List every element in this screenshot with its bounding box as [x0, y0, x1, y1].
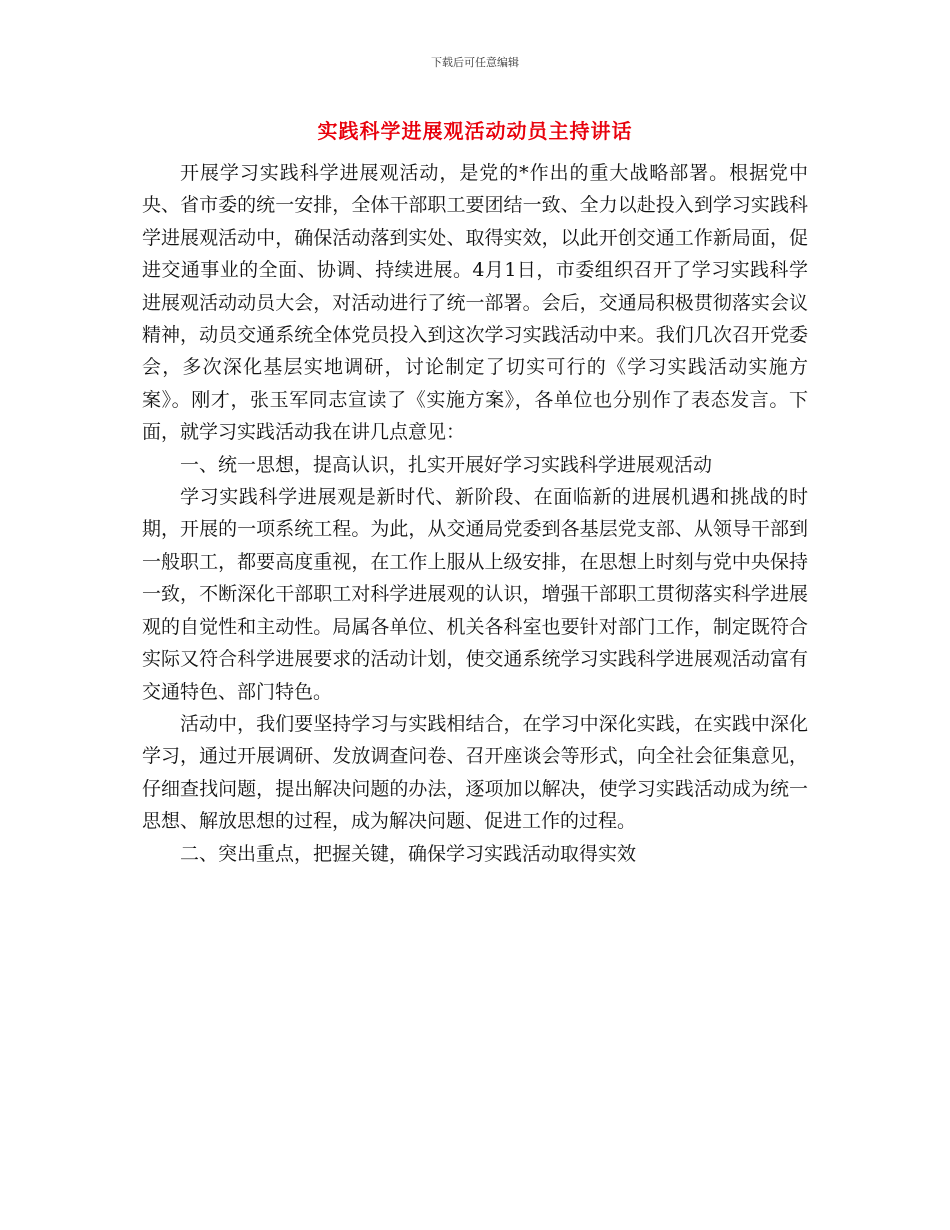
section-heading-1: 一、统一思想，提高认识，扎实开展好学习实践科学进展观活动	[180, 453, 713, 476]
paragraph-intro: 开展学习实践科学进展观活动，是党的*作出的重大战略部署。根据党中央、省市委的统一安排，全体干部职工要团结一致、全力以赴投入到学习实践科学进展观活动中，确保活动落到实处、取得实效，以此开创交通工作新局面，促进交通事业的全面、协调、持续进展。4月1日，市委组织召开了学习实践科学进展观活动动员大会，对活动进行了统一部署。会后，交通局积极贯彻落实会议精神，动员交通系统全体党员投入到这次学习实践活动中来。我们几次召开党委会，多次深化基层实地调研，讨论制定了切实可行的《学习实践活动实施方案》。刚才，张玉军同志宣读了《实施方案》，各单位也分别作了表态发言。下面，就学习实践活动我在讲几点意见：	[142, 162, 808, 444]
paragraph-section-1b: 活动中，我们要坚持学习与实践相结合，在学习中深化实践，在实践中深化学习，通过开展调研、发放调查问卷、召开座谈会等形式，向全社会征集意见，仔细查找问题，提出解决问题的办法，逐项加以解决，使学习实践活动成为统一思想、解放思想的过程，成为解决问题、促进工作的过程。	[142, 712, 808, 833]
document-body	[142, 157, 808, 870]
document-title: 实践科学进展观活动动员主持讲话	[317, 119, 633, 143]
paragraph-section-1a: 学习实践科学进展观是新时代、新阶段、在面临新的进展机遇和挑战的时期，开展的一项系统工程。为此，从交通局党委到各基层党支部、从领导干部到一般职工，都要高度重视，在工作上服从上级安排，在思想上时刻与党中央保持一致，不断深化干部职工对科学进展观的认识，增强干部职工贯彻落实科学进展观的自觉性和主动性。局属各单位、机关各科室也要针对部门工作，制定既符合实际又符合科学进展要求的活动计划，使交通系统学习实践科学进展观活动富有交通特色、部门特色。	[142, 486, 808, 703]
header-note: 下载后可任意编辑	[431, 56, 519, 69]
section-heading-2: 二、突出重点，把握关键，确保学习实践活动取得实效	[180, 842, 637, 865]
